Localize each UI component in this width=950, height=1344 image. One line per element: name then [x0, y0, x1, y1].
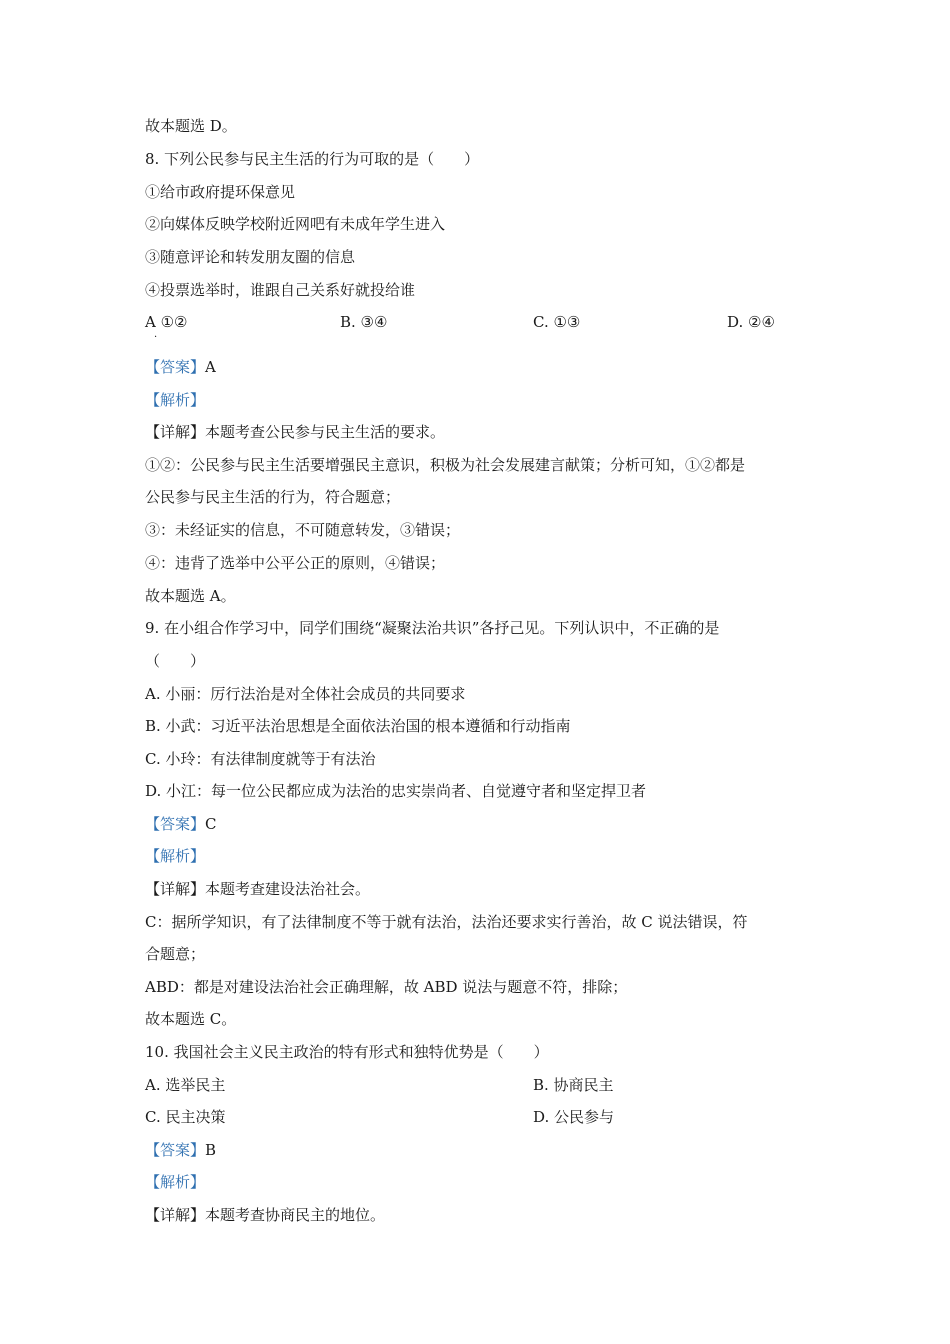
- q9-option-c: C. 小玲：有法律制度就等于有法治: [145, 750, 376, 768]
- q10-option-d: D. 公民参与: [533, 1108, 615, 1126]
- q9-stem-line-2: （ ）: [145, 652, 206, 670]
- q9-detail-text: 本题考查建设法治社会。: [205, 880, 371, 898]
- q9-answer-value: C: [205, 815, 217, 833]
- q8-line-2: 公民参与民主生活的行为，符合题意；: [145, 488, 401, 506]
- q8-option-a: A ①②: [145, 313, 188, 331]
- q10-answer-label: 【答案】: [145, 1141, 206, 1159]
- q8-item-2: ②向媒体反映学校附近网吧有未成年学生进入: [145, 215, 446, 233]
- q8-line-5: 故本题选 A。: [145, 587, 236, 605]
- q10-option-a: A. 选举民主: [145, 1076, 226, 1094]
- q8-answer-label: 【答案】: [145, 358, 206, 376]
- q9-option-b: B. 小武：习近平法治思想是全面依法治国的根本遵循和行动指南: [145, 717, 571, 735]
- q10-answer-value: B: [205, 1141, 217, 1159]
- q9-line-2: 合题意；: [145, 945, 206, 963]
- q8-option-a-dot: ·: [154, 332, 158, 343]
- q9-option-a: A. 小丽：厉行法治是对全体社会成员的共同要求: [145, 685, 466, 703]
- q9-detail: [145, 879, 370, 899]
- q8-detail-label: 【详解】: [145, 423, 206, 441]
- q9-option-d: D. 小江：每一位公民都应成为法治的忠实崇尚者、自觉遵守者和坚定捍卫者: [145, 782, 647, 800]
- q8-answer-value: A: [205, 358, 216, 376]
- q10-detail: [145, 1205, 385, 1225]
- q9-line-4: 故本题选 C。: [145, 1010, 237, 1028]
- q8-answer: [145, 357, 216, 377]
- q10-option-c: C. 民主决策: [145, 1108, 226, 1126]
- q8-detail: [145, 422, 445, 442]
- q9-line-3: ABD：都是对建设法治社会正确理解，故 ABD 说法与题意不符，排除；: [145, 978, 628, 996]
- q8-line-1: ①②：公民参与民主生活要增强民主意识，积极为社会发展建言献策；分析可知，①②都是: [145, 456, 746, 474]
- intro-conclusion: 故本题选 D。: [145, 117, 237, 135]
- q10-stem: 10. 我国社会主义民主政治的特有形式和独特优势是（ ）: [145, 1043, 549, 1061]
- q8-option-c: C. ①③: [533, 313, 581, 331]
- q8-option-b: B. ③④: [340, 313, 388, 331]
- q8-item-4: ④投票选举时，谁跟自己关系好就投给谁: [145, 281, 416, 299]
- q8-line-4: ④：违背了选举中公平公正的原则，④错误；: [145, 554, 446, 572]
- q8-analysis-label: 【解析】: [145, 391, 206, 409]
- q10-detail-label: 【详解】: [145, 1206, 206, 1224]
- q8-detail-text: 本题考查公民参与民主生活的要求。: [205, 423, 446, 441]
- q8-option-d: D. ②④: [727, 313, 775, 331]
- q8-item-3: ③随意评论和转发朋友圈的信息: [145, 248, 356, 266]
- q9-answer-label: 【答案】: [145, 815, 206, 833]
- q9-answer: [145, 814, 217, 834]
- q9-line-1: C：据所学知识，有了法律制度不等于就有法治，法治还要求实行善治，故 C 说法错误，符: [145, 913, 748, 931]
- q10-answer: [145, 1140, 216, 1160]
- q9-stem-line-1: 9. 在小组合作学习中，同学们围绕“凝聚法治共识”各抒己见。下列认识中，不正确的是: [145, 619, 720, 637]
- q8-stem: 8. 下列公民参与民主生活的行为可取的是（ ）: [145, 150, 480, 168]
- q8-line-3: ③：未经证实的信息，不可随意转发，③错误；: [145, 521, 461, 539]
- q9-detail-label: 【详解】: [145, 880, 206, 898]
- q10-option-b: B. 协商民主: [533, 1076, 614, 1094]
- q10-analysis-label: 【解析】: [145, 1173, 206, 1191]
- q8-item-1: ①给市政府提环保意见: [145, 183, 296, 201]
- q9-analysis-label: 【解析】: [145, 847, 206, 865]
- q10-detail-text: 本题考查协商民主的地位。: [205, 1206, 386, 1224]
